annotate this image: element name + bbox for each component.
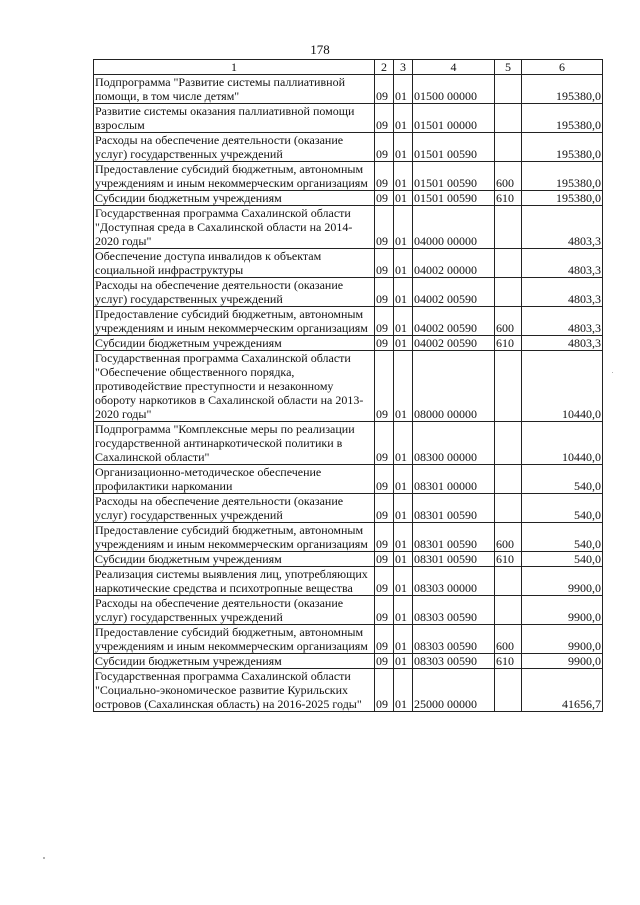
row-cell-c5	[495, 494, 522, 523]
row-cell-c6: 10440,0	[522, 422, 603, 465]
row-cell-c6: 4803,3	[522, 336, 603, 351]
scan-speck	[612, 372, 613, 373]
row-cell-c3: 01	[394, 278, 413, 307]
row-cell-c2: 09	[375, 249, 394, 278]
row-cell-c2: 09	[375, 104, 394, 133]
table-row	[94, 133, 603, 162]
table-row	[94, 336, 603, 351]
row-cell-c2: 09	[375, 307, 394, 336]
row-cell-c3: 01	[394, 465, 413, 494]
budget-table	[93, 59, 603, 712]
row-cell-c5: 610	[495, 191, 522, 206]
row-name-cell: Субсидии бюджетным учреждениям	[94, 654, 375, 669]
row-name-cell: Субсидии бюджетным учреждениям	[94, 191, 375, 206]
row-cell-c2: 09	[375, 278, 394, 307]
row-cell-c6: 195380,0	[522, 162, 603, 191]
row-name-cell: Государственная программа Сахалинской области "Обеспечение общественного порядка, противодействие преступности и незаконному обороту наркотиков в Сахалинской области на 2013-2020 годы"	[94, 351, 375, 422]
row-cell-c6: 9900,0	[522, 625, 603, 654]
row-cell-c2: 09	[375, 494, 394, 523]
row-cell-c3: 01	[394, 422, 413, 465]
row-name-cell: Государственная программа Сахалинской области "Социально-экономическое развитие Курильских островов (Сахалинская область) на 2016-2025 годы"	[94, 669, 375, 712]
row-cell-c5	[495, 596, 522, 625]
row-cell-c5	[495, 133, 522, 162]
row-name-cell: Развитие системы оказания паллиативной помощи взрослым	[94, 104, 375, 133]
row-cell-c4: 08301 00000	[413, 465, 495, 494]
table-row	[94, 191, 603, 206]
row-name-cell: Расходы на обеспечение деятельности (оказание услуг) государственных учреждений	[94, 596, 375, 625]
row-cell-c4: 08000 00000	[413, 351, 495, 422]
row-cell-c5: 610	[495, 552, 522, 567]
table-header-row	[94, 60, 603, 75]
row-cell-c2: 09	[375, 336, 394, 351]
row-cell-c5: 600	[495, 625, 522, 654]
row-cell-c6: 195380,0	[522, 133, 603, 162]
row-cell-c5: 600	[495, 523, 522, 552]
row-cell-c6: 10440,0	[522, 351, 603, 422]
row-cell-c5: 600	[495, 307, 522, 336]
row-cell-c3: 01	[394, 133, 413, 162]
table-row	[94, 552, 603, 567]
row-cell-c3: 01	[394, 336, 413, 351]
row-cell-c6: 540,0	[522, 494, 603, 523]
row-cell-c5	[495, 351, 522, 422]
row-cell-c3: 01	[394, 249, 413, 278]
header-col-4: 4	[413, 60, 495, 75]
table-row	[94, 596, 603, 625]
row-name-cell: Предоставление субсидий бюджетным, автономным учреждениям и иным некоммерческим организациям	[94, 307, 375, 336]
row-cell-c3: 01	[394, 654, 413, 669]
header-col-6: 6	[522, 60, 603, 75]
row-cell-c6: 9900,0	[522, 654, 603, 669]
row-name-cell: Обеспечение доступа инвалидов к объектам социальной инфраструктуры	[94, 249, 375, 278]
row-name-cell: Государственная программа Сахалинской области "Доступная среда в Сахалинской области на 2014-2020 годы"	[94, 206, 375, 249]
table-row	[94, 206, 603, 249]
row-cell-c3: 01	[394, 206, 413, 249]
row-cell-c6: 540,0	[522, 465, 603, 494]
row-cell-c2: 09	[375, 465, 394, 494]
row-name-cell: Реализация системы выявления лиц, употребляющих наркотические средства и психотропные вещества	[94, 567, 375, 596]
row-cell-c3: 01	[394, 669, 413, 712]
row-cell-c4: 08303 00590	[413, 625, 495, 654]
row-cell-c4: 08301 00590	[413, 523, 495, 552]
row-cell-c6: 9900,0	[522, 596, 603, 625]
row-cell-c5	[495, 75, 522, 104]
row-cell-c5	[495, 206, 522, 249]
row-cell-c4: 08301 00590	[413, 552, 495, 567]
row-name-cell: Подпрограмма "Комплексные меры по реализации государственной антинаркотической политики в Сахалинской области"	[94, 422, 375, 465]
row-name-cell: Расходы на обеспечение деятельности (оказание услуг) государственных учреждений	[94, 133, 375, 162]
row-cell-c2: 09	[375, 596, 394, 625]
row-cell-c3: 01	[394, 523, 413, 552]
row-cell-c4: 08300 00000	[413, 422, 495, 465]
row-cell-c5	[495, 669, 522, 712]
row-cell-c6: 540,0	[522, 552, 603, 567]
table-row	[94, 307, 603, 336]
row-cell-c2: 09	[375, 523, 394, 552]
row-cell-c6: 41656,7	[522, 669, 603, 712]
row-cell-c5: 610	[495, 336, 522, 351]
row-cell-c6: 4803,3	[522, 278, 603, 307]
row-cell-c3: 01	[394, 596, 413, 625]
row-name-cell: Расходы на обеспечение деятельности (оказание услуг) государственных учреждений	[94, 494, 375, 523]
table-row	[94, 465, 603, 494]
row-cell-c6: 195380,0	[522, 191, 603, 206]
row-name-cell: Расходы на обеспечение деятельности (оказание услуг) государственных учреждений	[94, 278, 375, 307]
row-name-cell: Субсидии бюджетным учреждениям	[94, 552, 375, 567]
row-cell-c4: 04002 00590	[413, 307, 495, 336]
row-cell-c4: 08303 00000	[413, 567, 495, 596]
table-row	[94, 162, 603, 191]
table-row	[94, 567, 603, 596]
row-cell-c2: 09	[375, 351, 394, 422]
row-cell-c4: 04002 00590	[413, 336, 495, 351]
row-cell-c5	[495, 422, 522, 465]
row-cell-c3: 01	[394, 351, 413, 422]
row-cell-c4: 25000 00000	[413, 669, 495, 712]
row-cell-c6: 9900,0	[522, 567, 603, 596]
table-row	[94, 523, 603, 552]
table-row	[94, 249, 603, 278]
row-cell-c4: 01501 00590	[413, 191, 495, 206]
row-cell-c3: 01	[394, 494, 413, 523]
row-cell-c4: 01501 00590	[413, 162, 495, 191]
row-cell-c5	[495, 567, 522, 596]
row-name-cell: Организационно-методическое обеспечение профилактики наркомании	[94, 465, 375, 494]
row-name-cell: Подпрограмма "Развитие системы паллиативной помощи, в том числе детям"	[94, 75, 375, 104]
row-cell-c6: 195380,0	[522, 104, 603, 133]
table-row	[94, 654, 603, 669]
row-cell-c3: 01	[394, 162, 413, 191]
header-col-2: 2	[375, 60, 394, 75]
table-row	[94, 422, 603, 465]
row-cell-c5	[495, 278, 522, 307]
row-cell-c6: 4803,3	[522, 307, 603, 336]
scan-speck	[43, 857, 45, 859]
row-cell-c6: 195380,0	[522, 75, 603, 104]
row-name-cell: Предоставление субсидий бюджетным, автономным учреждениям и иным некоммерческим организациям	[94, 523, 375, 552]
table-row	[94, 104, 603, 133]
row-cell-c2: 09	[375, 422, 394, 465]
table-row	[94, 351, 603, 422]
row-cell-c5	[495, 104, 522, 133]
row-name-cell: Предоставление субсидий бюджетным, автономным учреждениям и иным некоммерческим организациям	[94, 625, 375, 654]
row-cell-c6: 4803,3	[522, 249, 603, 278]
row-cell-c5: 610	[495, 654, 522, 669]
row-cell-c2: 09	[375, 567, 394, 596]
row-cell-c3: 01	[394, 104, 413, 133]
row-cell-c2: 09	[375, 75, 394, 104]
row-cell-c2: 09	[375, 191, 394, 206]
table-row	[94, 75, 603, 104]
row-name-cell: Предоставление субсидий бюджетным, автономным учреждениям и иным некоммерческим организациям	[94, 162, 375, 191]
row-cell-c4: 08301 00590	[413, 494, 495, 523]
row-cell-c4: 01501 00000	[413, 104, 495, 133]
table-row	[94, 625, 603, 654]
row-cell-c6: 4803,3	[522, 206, 603, 249]
row-cell-c2: 09	[375, 552, 394, 567]
row-cell-c2: 09	[375, 654, 394, 669]
row-cell-c3: 01	[394, 625, 413, 654]
row-cell-c2: 09	[375, 162, 394, 191]
table-row	[94, 494, 603, 523]
row-name-cell: Субсидии бюджетным учреждениям	[94, 336, 375, 351]
row-cell-c5: 600	[495, 162, 522, 191]
header-col-1: 1	[94, 60, 375, 75]
page-number: 178	[310, 42, 330, 57]
row-cell-c3: 01	[394, 307, 413, 336]
row-cell-c4: 04002 00590	[413, 278, 495, 307]
row-cell-c4: 08303 00590	[413, 654, 495, 669]
row-cell-c2: 09	[375, 625, 394, 654]
row-cell-c4: 08303 00590	[413, 596, 495, 625]
table-row	[94, 278, 603, 307]
header-col-3: 3	[394, 60, 413, 75]
row-cell-c3: 01	[394, 552, 413, 567]
header-col-5: 5	[495, 60, 522, 75]
row-cell-c5	[495, 249, 522, 278]
row-cell-c3: 01	[394, 75, 413, 104]
row-cell-c3: 01	[394, 567, 413, 596]
row-cell-c2: 09	[375, 206, 394, 249]
table-row	[94, 669, 603, 712]
row-cell-c4: 04002 00000	[413, 249, 495, 278]
row-cell-c4: 01500 00000	[413, 75, 495, 104]
row-cell-c2: 09	[375, 669, 394, 712]
row-cell-c5	[495, 465, 522, 494]
row-cell-c3: 01	[394, 191, 413, 206]
row-cell-c4: 04000 00000	[413, 206, 495, 249]
row-cell-c2: 09	[375, 133, 394, 162]
row-cell-c4: 01501 00590	[413, 133, 495, 162]
row-cell-c6: 540,0	[522, 523, 603, 552]
